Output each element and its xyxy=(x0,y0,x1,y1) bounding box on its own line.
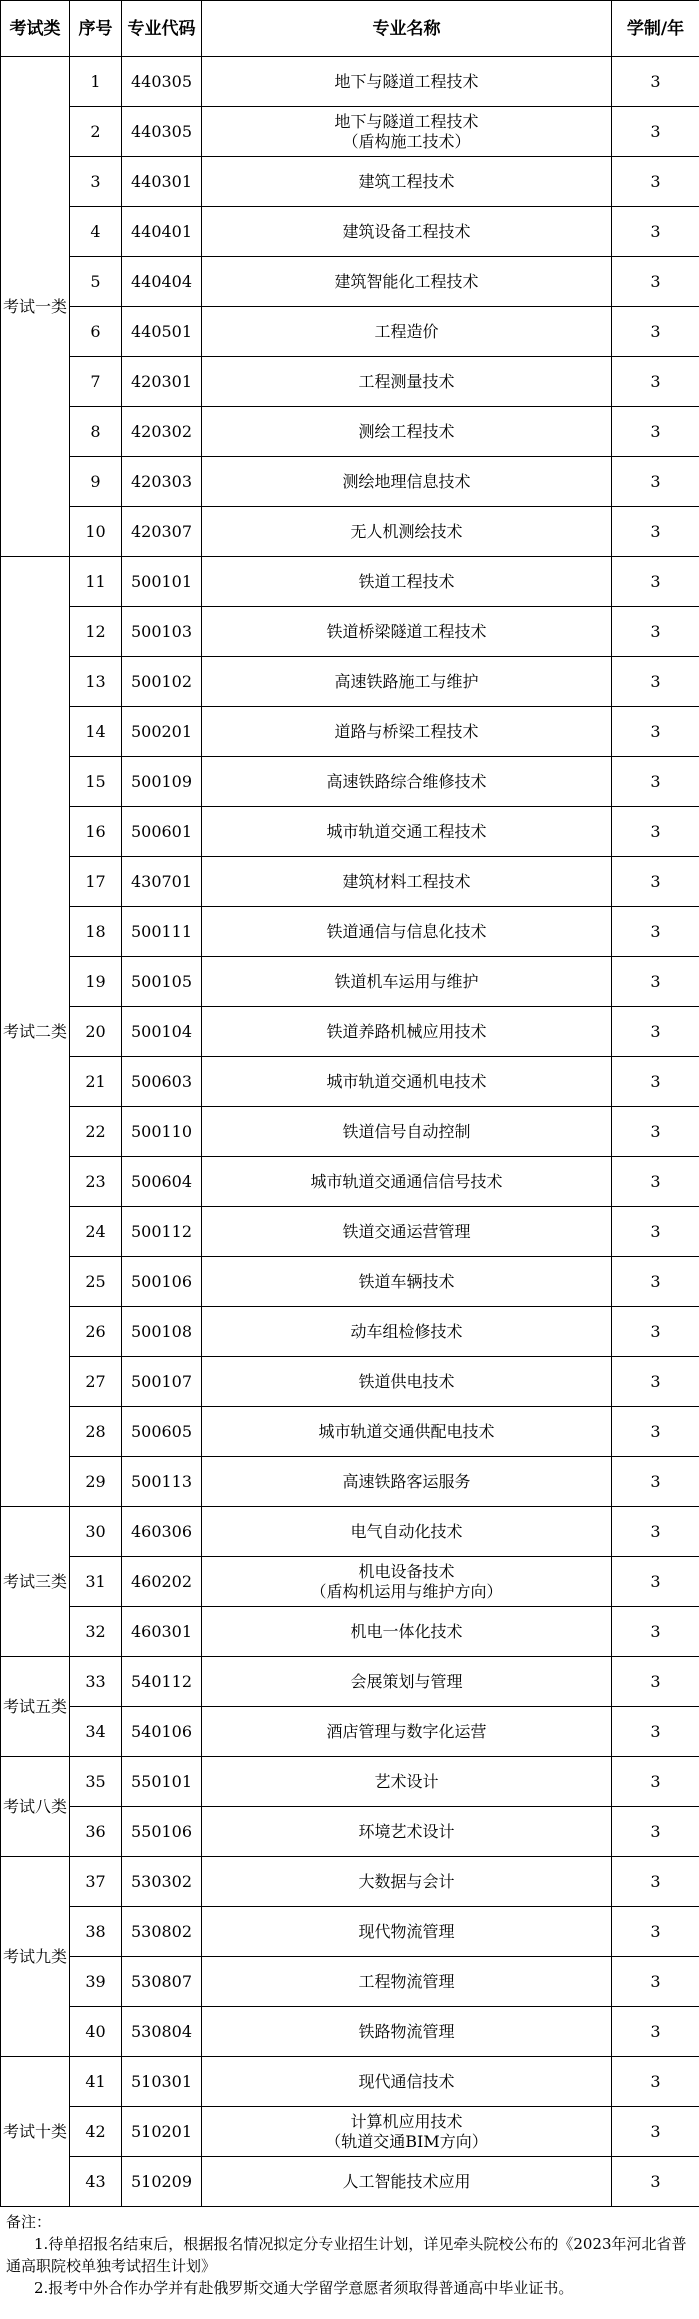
years-cell: 3 xyxy=(612,57,699,107)
major-name: 铁道通信与信息化技术 xyxy=(326,921,487,941)
category-cell: 考试九类 xyxy=(1,1857,70,2057)
table-row xyxy=(1,2157,699,2207)
major-name: 高速铁路施工与维护 xyxy=(334,671,479,691)
major-name-cell xyxy=(202,507,612,557)
seq-cell: 16 xyxy=(70,807,122,857)
table-row xyxy=(1,757,699,807)
seq-cell: 22 xyxy=(70,1107,122,1157)
major-code-cell: 440404 xyxy=(122,257,202,307)
table-row xyxy=(1,1507,699,1557)
seq-cell: 35 xyxy=(70,1757,122,1807)
years-cell: 3 xyxy=(612,607,699,657)
years-cell: 3 xyxy=(612,1957,699,2007)
seq-cell: 1 xyxy=(70,57,122,107)
major-name: 城市轨道交通机电技术 xyxy=(326,1071,487,1091)
table-row xyxy=(1,1407,699,1457)
years-cell: 3 xyxy=(612,1607,699,1657)
major-name-cell xyxy=(202,357,612,407)
years-cell: 3 xyxy=(612,1457,699,1507)
major-name-cell xyxy=(202,257,612,307)
table-row xyxy=(1,1707,699,1757)
major-name: 铁道车辆技术 xyxy=(358,1271,455,1291)
years-cell: 3 xyxy=(612,107,699,157)
seq-cell: 5 xyxy=(70,257,122,307)
major-name: 高速铁路综合维修技术 xyxy=(326,771,487,791)
category-cell: 考试一类 xyxy=(1,57,70,557)
major-code-cell: 460301 xyxy=(122,1607,202,1657)
major-name: 大数据与会计 xyxy=(358,1871,455,1891)
major-code-cell: 500109 xyxy=(122,757,202,807)
years-cell: 3 xyxy=(612,807,699,857)
major-name-cell xyxy=(202,107,612,157)
category-cell: 考试三类 xyxy=(1,1507,70,1657)
major-code-cell: 500101 xyxy=(122,557,202,607)
table-row xyxy=(1,207,699,257)
seq-cell: 3 xyxy=(70,157,122,207)
major-name: 铁道桥梁隧道工程技术 xyxy=(326,621,487,641)
major-name: 铁道养路机械应用技术 xyxy=(326,1021,487,1041)
major-name-cell xyxy=(202,657,612,707)
major-name-cell xyxy=(202,157,612,207)
table-row xyxy=(1,1957,699,2007)
seq-cell: 15 xyxy=(70,757,122,807)
years-cell: 3 xyxy=(612,857,699,907)
major-name-cell xyxy=(202,1007,612,1057)
seq-cell: 2 xyxy=(70,107,122,157)
major-name: 地下与隧道工程技术 xyxy=(334,71,479,91)
years-cell: 3 xyxy=(612,307,699,357)
major-name: 铁道工程技术 xyxy=(358,571,455,591)
seq-cell: 12 xyxy=(70,607,122,657)
seq-cell: 29 xyxy=(70,1457,122,1507)
seq-cell: 17 xyxy=(70,857,122,907)
major-name-cell xyxy=(202,607,612,657)
seq-cell: 13 xyxy=(70,657,122,707)
table-row xyxy=(1,57,699,107)
years-cell: 3 xyxy=(612,407,699,457)
table-row xyxy=(1,157,699,207)
table-row xyxy=(1,1907,699,1957)
category-cell: 考试五类 xyxy=(1,1657,70,1757)
years-cell: 3 xyxy=(612,1557,699,1607)
major-code-cell: 510201 xyxy=(122,2107,202,2157)
seq-cell: 26 xyxy=(70,1307,122,1357)
table-row xyxy=(1,2057,699,2107)
major-name-cell xyxy=(202,1357,612,1407)
seq-cell: 40 xyxy=(70,2007,122,2057)
major-name: 酒店管理与数字化运营 xyxy=(326,1721,487,1741)
seq-cell: 39 xyxy=(70,1957,122,2007)
seq-cell: 43 xyxy=(70,2157,122,2207)
major-name: 铁道机车运用与维护 xyxy=(334,971,479,991)
seq-cell: 31 xyxy=(70,1557,122,1607)
major-code-cell: 550101 xyxy=(122,1757,202,1807)
major-name: 动车组检修技术 xyxy=(350,1321,463,1341)
major-name: 现代通信技术 xyxy=(358,2071,455,2091)
seq-cell: 24 xyxy=(70,1207,122,1257)
major-name-direction: （盾构机运用与维护方向） xyxy=(310,1581,503,1601)
years-cell: 3 xyxy=(612,957,699,1007)
major-name: 铁道信号自动控制 xyxy=(342,1121,471,1141)
major-code-cell: 500104 xyxy=(122,1007,202,1057)
table-row xyxy=(1,1757,699,1807)
note-item-2: 2.报考中外合作办学并有赴俄罗斯交通大学留学意愿者须取得普通高中毕业证书。 xyxy=(34,2279,574,2297)
category-cell: 考试十类 xyxy=(1,2057,70,2207)
major-name-cell xyxy=(202,757,612,807)
major-name-cell xyxy=(202,1207,612,1257)
table-row xyxy=(1,1557,699,1607)
major-name: 城市轨道交通工程技术 xyxy=(326,821,487,841)
major-code-cell: 500102 xyxy=(122,657,202,707)
major-name-cell xyxy=(202,1807,612,1857)
table-row xyxy=(1,707,699,757)
years-cell: 3 xyxy=(612,1257,699,1307)
table-row xyxy=(1,457,699,507)
table-row xyxy=(1,857,699,907)
seq-cell: 38 xyxy=(70,1907,122,1957)
major-name: 建筑工程技术 xyxy=(358,171,455,191)
major-name-cell xyxy=(202,857,612,907)
years-cell: 3 xyxy=(612,1107,699,1157)
major-name-cell xyxy=(202,1157,612,1207)
years-cell: 3 xyxy=(612,1207,699,1257)
seq-cell: 8 xyxy=(70,407,122,457)
seq-cell: 27 xyxy=(70,1357,122,1407)
seq-cell: 42 xyxy=(70,2107,122,2157)
major-name: 铁道供电技术 xyxy=(358,1371,455,1391)
major-name: 测绘工程技术 xyxy=(358,421,455,441)
major-code-cell: 530807 xyxy=(122,1957,202,2007)
seq-cell: 10 xyxy=(70,507,122,557)
major-code-cell: 500106 xyxy=(122,1257,202,1307)
table-row xyxy=(1,2007,699,2057)
table-row xyxy=(1,257,699,307)
major-code-cell: 440305 xyxy=(122,107,202,157)
major-name: 道路与桥梁工程技术 xyxy=(334,721,479,741)
seq-cell: 7 xyxy=(70,357,122,407)
major-name-cell xyxy=(202,1457,612,1507)
major-code-cell: 550106 xyxy=(122,1807,202,1857)
major-name-cell xyxy=(202,1857,612,1907)
major-name-cell xyxy=(202,1507,612,1557)
table-row xyxy=(1,907,699,957)
major-code-cell: 420303 xyxy=(122,457,202,507)
seq-cell: 37 xyxy=(70,1857,122,1907)
years-cell: 3 xyxy=(612,1057,699,1107)
major-name: 城市轨道交通通信信号技术 xyxy=(310,1171,503,1191)
years-cell: 3 xyxy=(612,2057,699,2107)
major-name-cell xyxy=(202,1957,612,2007)
table-row xyxy=(1,957,699,1007)
years-cell: 3 xyxy=(612,207,699,257)
table-row xyxy=(1,1107,699,1157)
major-name: 无人机测绘技术 xyxy=(350,521,463,541)
seq-cell: 36 xyxy=(70,1807,122,1857)
major-code-cell: 460202 xyxy=(122,1557,202,1607)
table-row xyxy=(1,307,699,357)
note-item-1: 1.待单招报名结束后，根据报名情况拟定分专业招生计划，详见牵头院校公布的《2023年河北省普通高职院校单独考试招生计划》 xyxy=(6,2235,687,2275)
major-code-cell: 460306 xyxy=(122,1507,202,1557)
major-name-cell xyxy=(202,307,612,357)
table-row xyxy=(1,1357,699,1407)
table-row xyxy=(1,1807,699,1857)
major-name: 机电一体化技术 xyxy=(350,1621,463,1641)
major-name-cell xyxy=(202,707,612,757)
years-cell: 3 xyxy=(612,557,699,607)
table-row xyxy=(1,1057,699,1107)
table-row xyxy=(1,1307,699,1357)
major-name: 铁道交通运营管理 xyxy=(342,1221,471,1241)
major-name-cell xyxy=(202,2007,612,2057)
years-cell: 3 xyxy=(612,757,699,807)
major-name-cell xyxy=(202,57,612,107)
major-code-cell: 420307 xyxy=(122,507,202,557)
major-code-cell: 530802 xyxy=(122,1907,202,1957)
major-name-cell xyxy=(202,2107,612,2157)
major-code-cell: 500603 xyxy=(122,1057,202,1107)
years-cell: 3 xyxy=(612,2007,699,2057)
major-name-cell xyxy=(202,1107,612,1157)
table-header-row xyxy=(1,1,699,57)
years-cell: 3 xyxy=(612,2157,699,2207)
major-name-cell xyxy=(202,2157,612,2207)
seq-cell: 21 xyxy=(70,1057,122,1107)
seq-cell: 41 xyxy=(70,2057,122,2107)
header-category: 考试类 xyxy=(1,1,70,57)
years-cell: 3 xyxy=(612,707,699,757)
major-name: 测绘地理信息技术 xyxy=(342,471,471,491)
major-name: 建筑材料工程技术 xyxy=(342,871,471,891)
major-code-cell: 500103 xyxy=(122,607,202,657)
table-row xyxy=(1,507,699,557)
header-code: 专业代码 xyxy=(122,1,202,57)
major-code-cell: 500604 xyxy=(122,1157,202,1207)
category-cell: 考试二类 xyxy=(1,557,70,1507)
major-name: 高速铁路客运服务 xyxy=(342,1471,471,1491)
header-seq: 序号 xyxy=(70,1,122,57)
major-code-cell: 500113 xyxy=(122,1457,202,1507)
years-cell: 3 xyxy=(612,1407,699,1457)
years-cell: 3 xyxy=(612,1007,699,1057)
major-name-cell xyxy=(202,457,612,507)
years-cell: 3 xyxy=(612,1707,699,1757)
years-cell: 3 xyxy=(612,357,699,407)
table-row xyxy=(1,1257,699,1307)
years-cell: 3 xyxy=(612,1357,699,1407)
seq-cell: 30 xyxy=(70,1507,122,1557)
major-code-cell: 510209 xyxy=(122,2157,202,2207)
table-row xyxy=(1,607,699,657)
years-cell: 3 xyxy=(612,907,699,957)
major-code-cell: 440301 xyxy=(122,157,202,207)
major-code-cell: 440401 xyxy=(122,207,202,257)
seq-cell: 19 xyxy=(70,957,122,1007)
major-name: 机电设备技术 xyxy=(358,1561,455,1581)
major-code-cell: 510301 xyxy=(122,2057,202,2107)
table-row xyxy=(1,1007,699,1057)
years-cell: 3 xyxy=(612,1907,699,1957)
major-name-direction: （轨道交通BIM方向） xyxy=(325,2131,488,2151)
table-row xyxy=(1,1457,699,1507)
years-cell: 3 xyxy=(612,2107,699,2157)
seq-cell: 23 xyxy=(70,1157,122,1207)
seq-cell: 14 xyxy=(70,707,122,757)
notes-section xyxy=(0,2207,699,2299)
table-row xyxy=(1,2107,699,2157)
years-cell: 3 xyxy=(612,1307,699,1357)
category-cell: 考试八类 xyxy=(1,1757,70,1857)
years-cell: 3 xyxy=(612,157,699,207)
major-code-cell: 540112 xyxy=(122,1657,202,1707)
major-name-cell xyxy=(202,1907,612,1957)
years-cell: 3 xyxy=(612,457,699,507)
major-name: 铁路物流管理 xyxy=(358,2021,455,2041)
major-code-cell: 500110 xyxy=(122,1107,202,1157)
years-cell: 3 xyxy=(612,657,699,707)
major-code-cell: 500107 xyxy=(122,1357,202,1407)
table-row xyxy=(1,357,699,407)
table-row xyxy=(1,107,699,157)
table-row xyxy=(1,657,699,707)
years-cell: 3 xyxy=(612,1657,699,1707)
years-cell: 3 xyxy=(612,507,699,557)
major-name-cell xyxy=(202,957,612,1007)
major-name: 工程造价 xyxy=(374,321,439,341)
major-code-cell: 530804 xyxy=(122,2007,202,2057)
major-name-cell xyxy=(202,807,612,857)
major-name-cell xyxy=(202,207,612,257)
table-row xyxy=(1,1207,699,1257)
table-row xyxy=(1,807,699,857)
seq-cell: 28 xyxy=(70,1407,122,1457)
major-code-cell: 430701 xyxy=(122,857,202,907)
seq-cell: 4 xyxy=(70,207,122,257)
major-name-cell xyxy=(202,1257,612,1307)
major-name: 地下与隧道工程技术 xyxy=(334,111,479,131)
major-name-cell xyxy=(202,1307,612,1357)
seq-cell: 11 xyxy=(70,557,122,607)
header-name: 专业名称 xyxy=(202,1,612,57)
major-code-cell: 420302 xyxy=(122,407,202,457)
years-cell: 3 xyxy=(612,1507,699,1557)
major-code-cell: 500108 xyxy=(122,1307,202,1357)
notes-title: 备注： xyxy=(6,2213,52,2231)
major-name-cell xyxy=(202,557,612,607)
major-code-cell: 500111 xyxy=(122,907,202,957)
major-name: 人工智能技术应用 xyxy=(342,2171,471,2191)
major-name: 计算机应用技术 xyxy=(350,2111,463,2131)
seq-cell: 34 xyxy=(70,1707,122,1757)
major-code-cell: 500605 xyxy=(122,1407,202,1457)
table-row xyxy=(1,1657,699,1707)
major-name-cell xyxy=(202,1707,612,1757)
seq-cell: 6 xyxy=(70,307,122,357)
major-name-cell xyxy=(202,2057,612,2107)
major-code-cell: 440501 xyxy=(122,307,202,357)
major-name-cell xyxy=(202,1557,612,1607)
seq-cell: 9 xyxy=(70,457,122,507)
major-code-cell: 440305 xyxy=(122,57,202,107)
seq-cell: 18 xyxy=(70,907,122,957)
major-name: 会展策划与管理 xyxy=(350,1671,463,1691)
seq-cell: 32 xyxy=(70,1607,122,1657)
years-cell: 3 xyxy=(612,1807,699,1857)
seq-cell: 33 xyxy=(70,1657,122,1707)
major-name: 工程物流管理 xyxy=(358,1971,455,1991)
major-name-cell xyxy=(202,1757,612,1807)
major-code-cell: 500112 xyxy=(122,1207,202,1257)
major-name-cell xyxy=(202,1607,612,1657)
major-name-direction: （盾构施工技术） xyxy=(342,131,471,151)
major-name: 建筑智能化工程技术 xyxy=(334,271,479,291)
years-cell: 3 xyxy=(612,1857,699,1907)
table-row xyxy=(1,1857,699,1907)
major-name: 环境艺术设计 xyxy=(358,1821,455,1841)
major-name: 艺术设计 xyxy=(374,1771,439,1791)
major-code-cell: 500201 xyxy=(122,707,202,757)
major-name: 城市轨道交通供配电技术 xyxy=(318,1421,495,1441)
major-name: 电气自动化技术 xyxy=(350,1521,463,1541)
years-cell: 3 xyxy=(612,1157,699,1207)
seq-cell: 25 xyxy=(70,1257,122,1307)
major-code-cell: 530302 xyxy=(122,1857,202,1907)
major-name-cell xyxy=(202,1657,612,1707)
table-row xyxy=(1,1607,699,1657)
major-code-cell: 540106 xyxy=(122,1707,202,1757)
seq-cell: 20 xyxy=(70,1007,122,1057)
major-name-cell xyxy=(202,907,612,957)
years-cell: 3 xyxy=(612,1757,699,1807)
major-name-cell xyxy=(202,1407,612,1457)
table-body xyxy=(1,57,699,2207)
major-name-cell xyxy=(202,1057,612,1107)
major-code-cell: 500601 xyxy=(122,807,202,857)
major-code-cell: 420301 xyxy=(122,357,202,407)
table-row xyxy=(1,407,699,457)
years-cell: 3 xyxy=(612,257,699,307)
table-row xyxy=(1,557,699,607)
header-years: 学制/年 xyxy=(612,1,699,57)
major-name-cell xyxy=(202,407,612,457)
major-name: 工程测量技术 xyxy=(358,371,455,391)
table-row xyxy=(1,1157,699,1207)
major-name: 建筑设备工程技术 xyxy=(342,221,471,241)
major-code-cell: 500105 xyxy=(122,957,202,1007)
major-name: 现代物流管理 xyxy=(358,1921,455,1941)
